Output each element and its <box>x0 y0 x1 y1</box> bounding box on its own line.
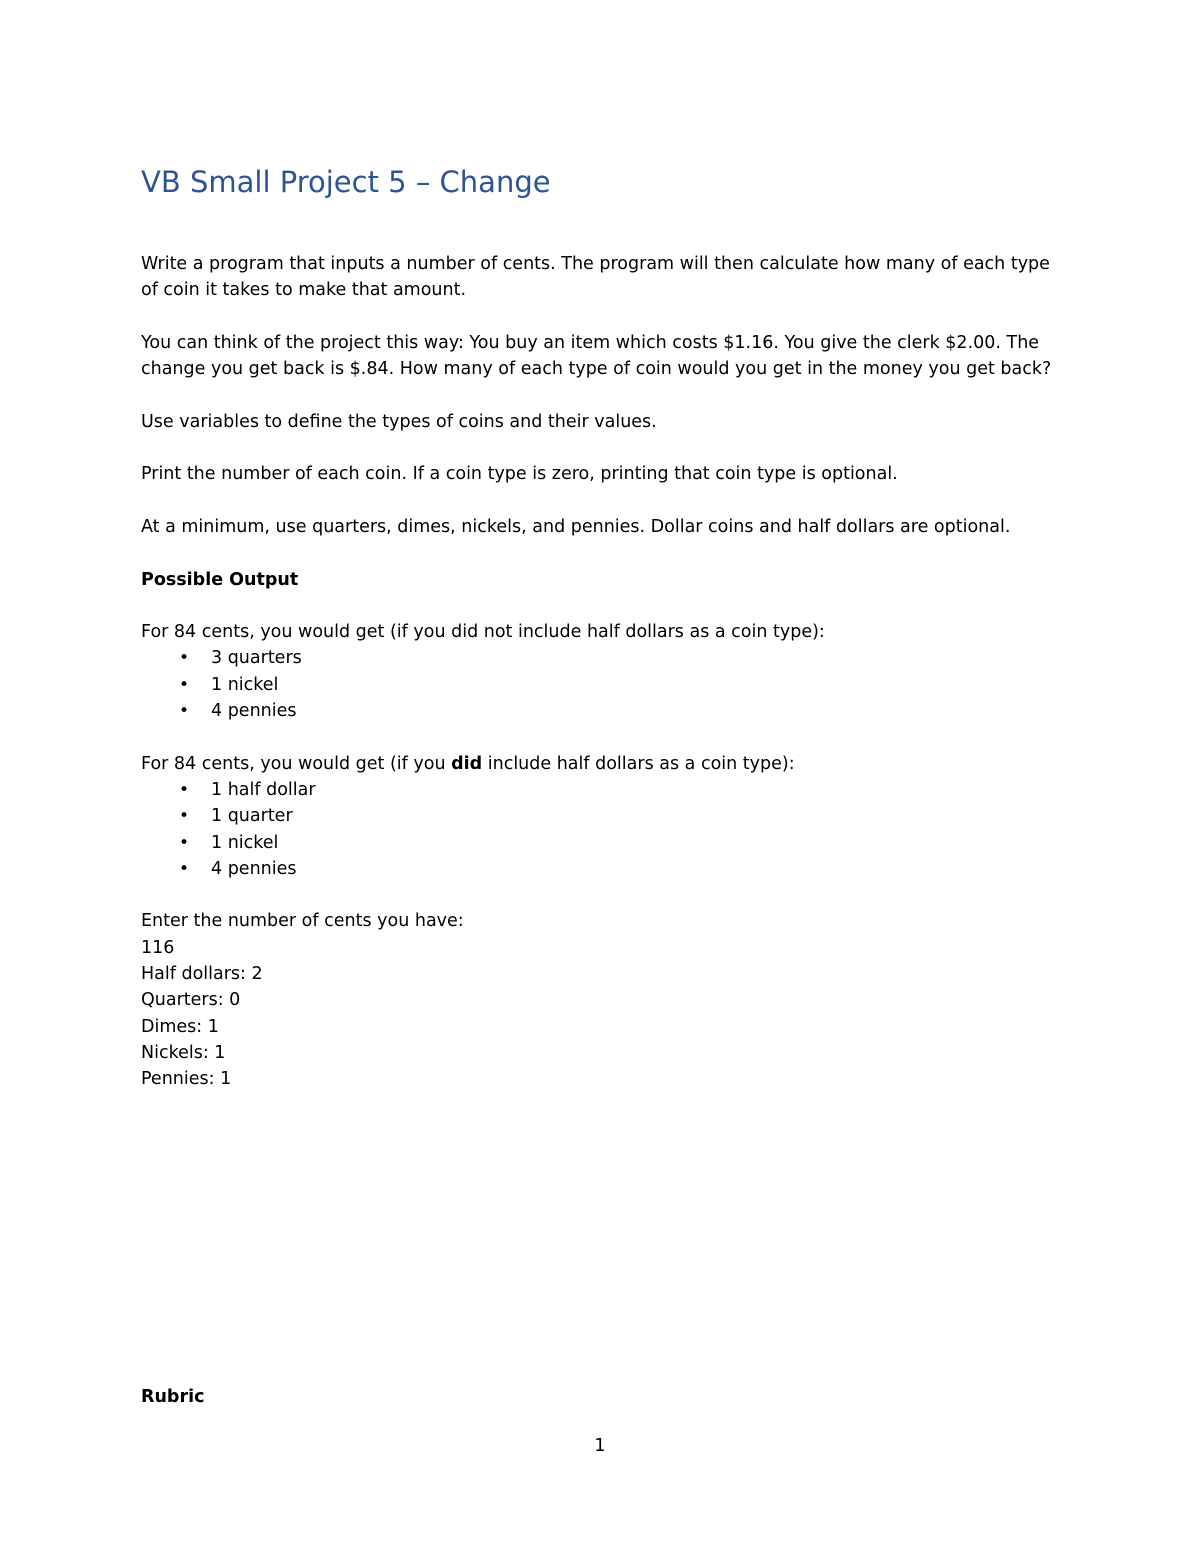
list-item <box>141 777 1061 803</box>
list-item-text: 1 half dollar <box>211 779 316 800</box>
bullet-icon: • <box>178 648 190 669</box>
bullet-icon: • <box>178 674 190 695</box>
example-2-list <box>141 777 1061 882</box>
possible-output-heading: Possible Output <box>141 569 299 590</box>
sample-run-line: Nickels: 1 <box>141 1042 226 1063</box>
sample-run-line: Dimes: 1 <box>141 1016 219 1037</box>
list-item <box>141 856 1061 882</box>
list-item-text: 4 pennies <box>211 858 297 879</box>
list-item <box>141 645 1061 671</box>
list-item-text: 1 nickel <box>211 832 279 853</box>
bullet-icon: • <box>178 858 190 879</box>
sample-run-line: 116 <box>141 937 175 958</box>
example-1-intro: For 84 cents, you would get (if you did not include half dollars as a coin type): <box>141 622 825 643</box>
bullet-icon: • <box>178 779 190 800</box>
example-1-list <box>141 645 1061 724</box>
sample-run-line: Quarters: 0 <box>141 990 241 1011</box>
bullet-icon: • <box>178 701 190 722</box>
example-2-intro <box>141 751 1061 777</box>
paragraph-intro: Write a program that inputs a number of cents. The program will then calculate how many of each type of coin it takes to make that amount. <box>141 254 1050 301</box>
paragraph-coins: At a minimum, use quarters, dimes, nickels, and pennies. Dollar coins and half dollars are optional. <box>141 516 1011 537</box>
list-item <box>141 698 1061 724</box>
example-2-intro-after: include half dollars as a coin type): <box>482 753 795 774</box>
document-title: VB Small Project 5 – Change <box>141 165 551 199</box>
bullet-icon: • <box>178 806 190 827</box>
paragraph-variables: Use variables to define the types of coins and their values. <box>141 411 657 432</box>
page-number: 1 <box>594 1436 606 1456</box>
bullet-icon: • <box>178 832 190 853</box>
sample-run-line: Half dollars: 2 <box>141 964 263 985</box>
example-2-intro-bold: did <box>451 753 483 774</box>
sample-run-line: Pennies: 1 <box>141 1069 232 1090</box>
list-item-text: 1 nickel <box>211 674 279 695</box>
list-item-text: 4 pennies <box>211 701 297 722</box>
list-item <box>141 672 1061 698</box>
document-body <box>141 251 1061 1093</box>
example-2-intro-before: For 84 cents, you would get (if you <box>141 753 452 774</box>
list-item-text: 3 quarters <box>211 648 302 669</box>
paragraph-scenario: You can think of the project this way: You buy an item which costs $1.16. You give the clerk $2.00. The change you get back is $.84. How many of each type of coin would you get in the money you get back? <box>141 332 1052 380</box>
list-item <box>141 803 1061 829</box>
sample-run-line: Enter the number of cents you have: <box>141 911 464 932</box>
paragraph-print: Print the number of each coin. If a coin type is zero, printing that coin type is optional. <box>141 464 898 485</box>
list-item <box>141 830 1061 856</box>
list-item-text: 1 quarter <box>211 806 293 827</box>
rubric-heading: Rubric <box>141 1387 205 1407</box>
sample-run-output <box>141 908 1061 1092</box>
